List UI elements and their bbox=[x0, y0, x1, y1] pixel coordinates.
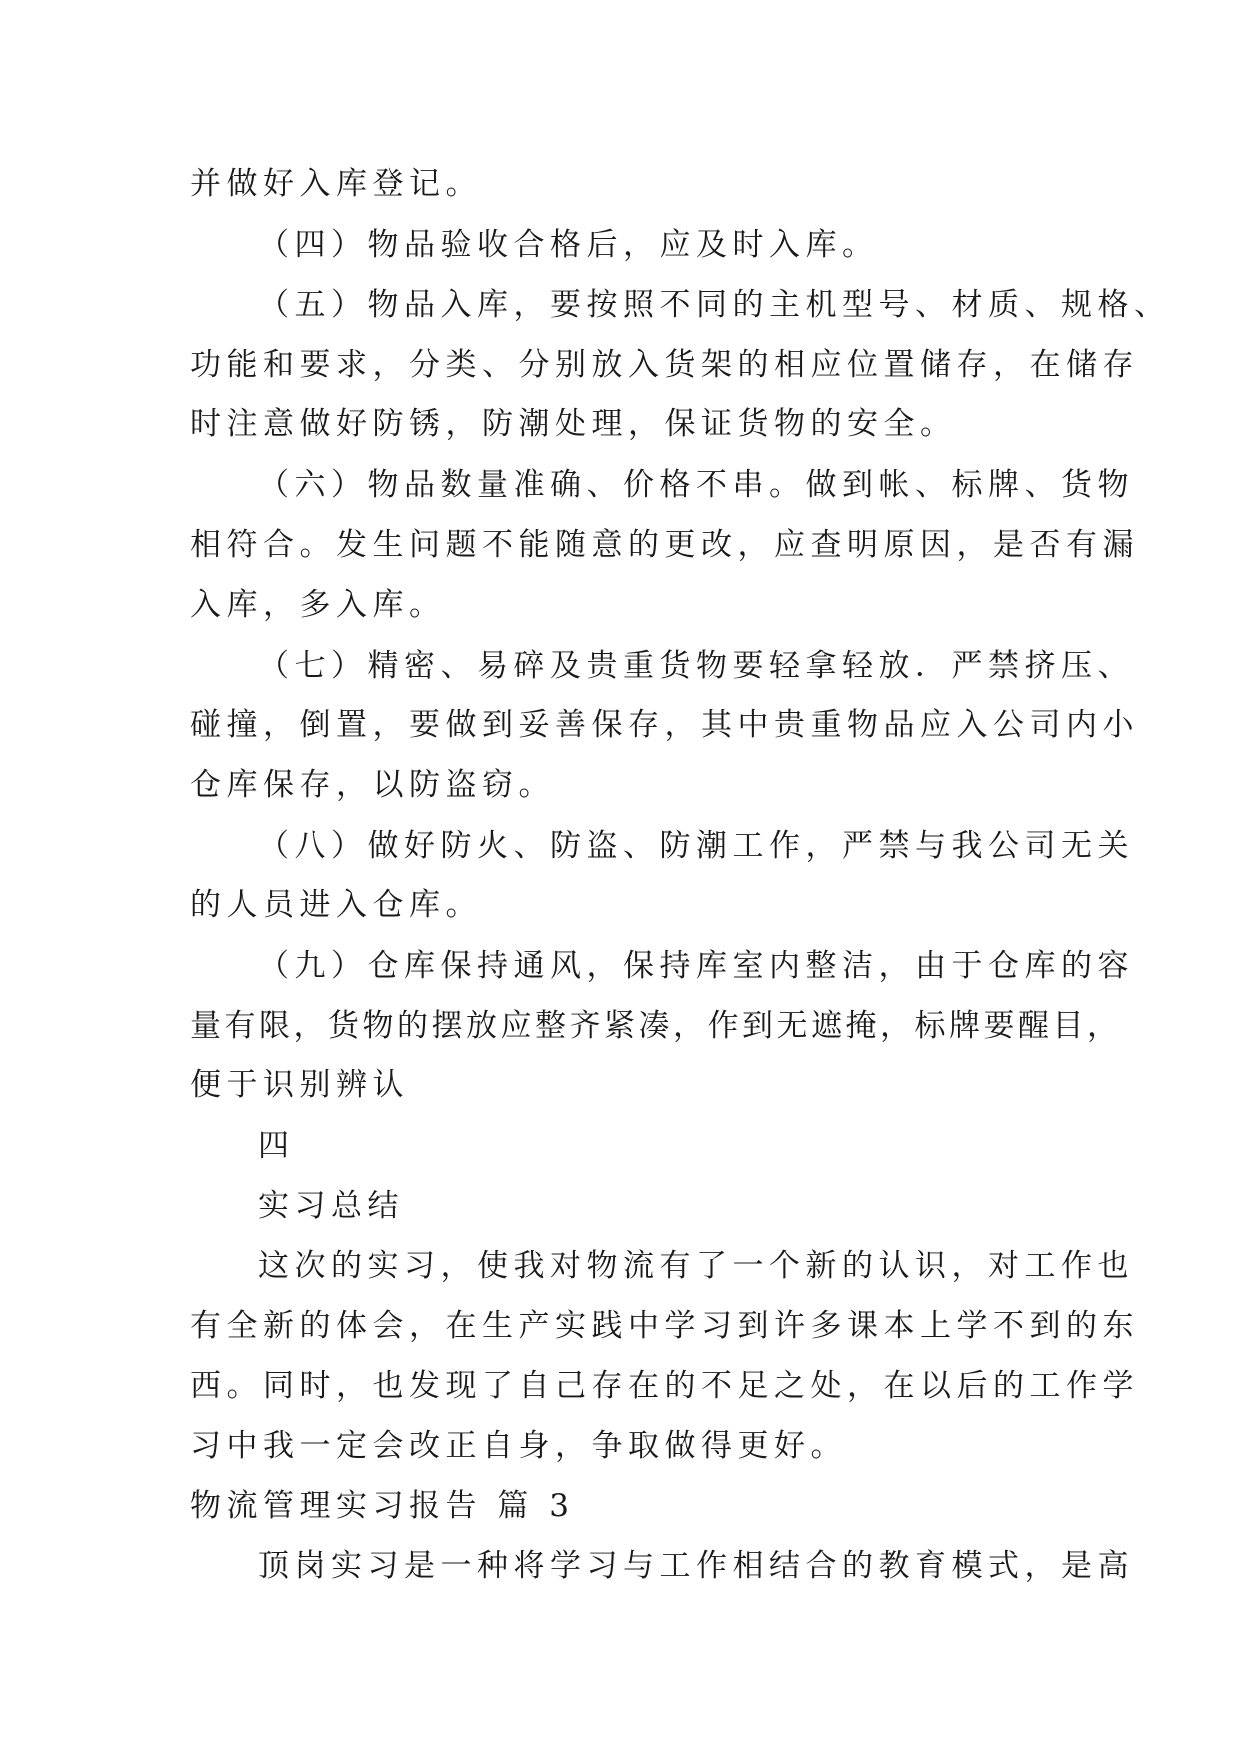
text-line: （九）仓库保持通风，保持库室内整洁，由于仓库的容 bbox=[258, 948, 1134, 984]
text-line: 入库，多入库。 bbox=[190, 587, 446, 623]
text-line: 便于识别辨认 bbox=[190, 1067, 409, 1103]
section-number: 四 bbox=[258, 1128, 295, 1164]
text-line: 这次的实习，使我对物流有了一个新的认识，对工作也 bbox=[258, 1248, 1134, 1284]
text-line: （五）物品入库，要按照不同的主机型号、材质、规格、 bbox=[258, 287, 1171, 323]
section-heading: 实习总结 bbox=[258, 1188, 404, 1224]
text-line: （四）物品验收合格后，应及时入库。 bbox=[258, 227, 879, 263]
article-heading: 物流管理实习报告 篇 3 bbox=[190, 1488, 575, 1524]
text-line: 相符合。发生问题不能随意的更改，应查明原因，是否有漏 bbox=[190, 527, 1139, 563]
text-line: 仓库保存，以防盗窃。 bbox=[190, 767, 555, 803]
text-line: 并做好入库登记。 bbox=[190, 166, 482, 202]
text-line: 量有限，货物的摆放应整齐紧凑，作到无遮掩，标牌要醒目， bbox=[190, 1008, 1122, 1044]
text-line: 习中我一定会改正自身，争取做得更好。 bbox=[190, 1428, 847, 1464]
text-line: 时注意做好防锈，防潮处理，保证货物的安全。 bbox=[190, 406, 957, 442]
text-line: 西。同时，也发现了自己存在的不足之处，在以后的工作学 bbox=[190, 1368, 1139, 1404]
text-line: （七）精密、易碎及贵重货物要轻拿轻放．严禁挤压、 bbox=[258, 648, 1134, 684]
text-line: 碰撞，倒置，要做到妥善保存，其中贵重物品应入公司内小 bbox=[190, 707, 1139, 743]
text-line: （六）物品数量准确、价格不串。做到帐、标牌、货物 bbox=[258, 467, 1134, 503]
text-line: 的人员进入仓库。 bbox=[190, 887, 482, 923]
text-line: （八）做好防火、防盗、防潮工作，严禁与我公司无关 bbox=[258, 828, 1134, 864]
text-line: 功能和要求，分类、分别放入货架的相应位置储存，在储存 bbox=[190, 347, 1139, 383]
text-line: 有全新的体会，在生产实践中学习到许多课本上学不到的东 bbox=[190, 1308, 1139, 1344]
text-line: 顶岗实习是一种将学习与工作相结合的教育模式，是高 bbox=[258, 1548, 1134, 1584]
